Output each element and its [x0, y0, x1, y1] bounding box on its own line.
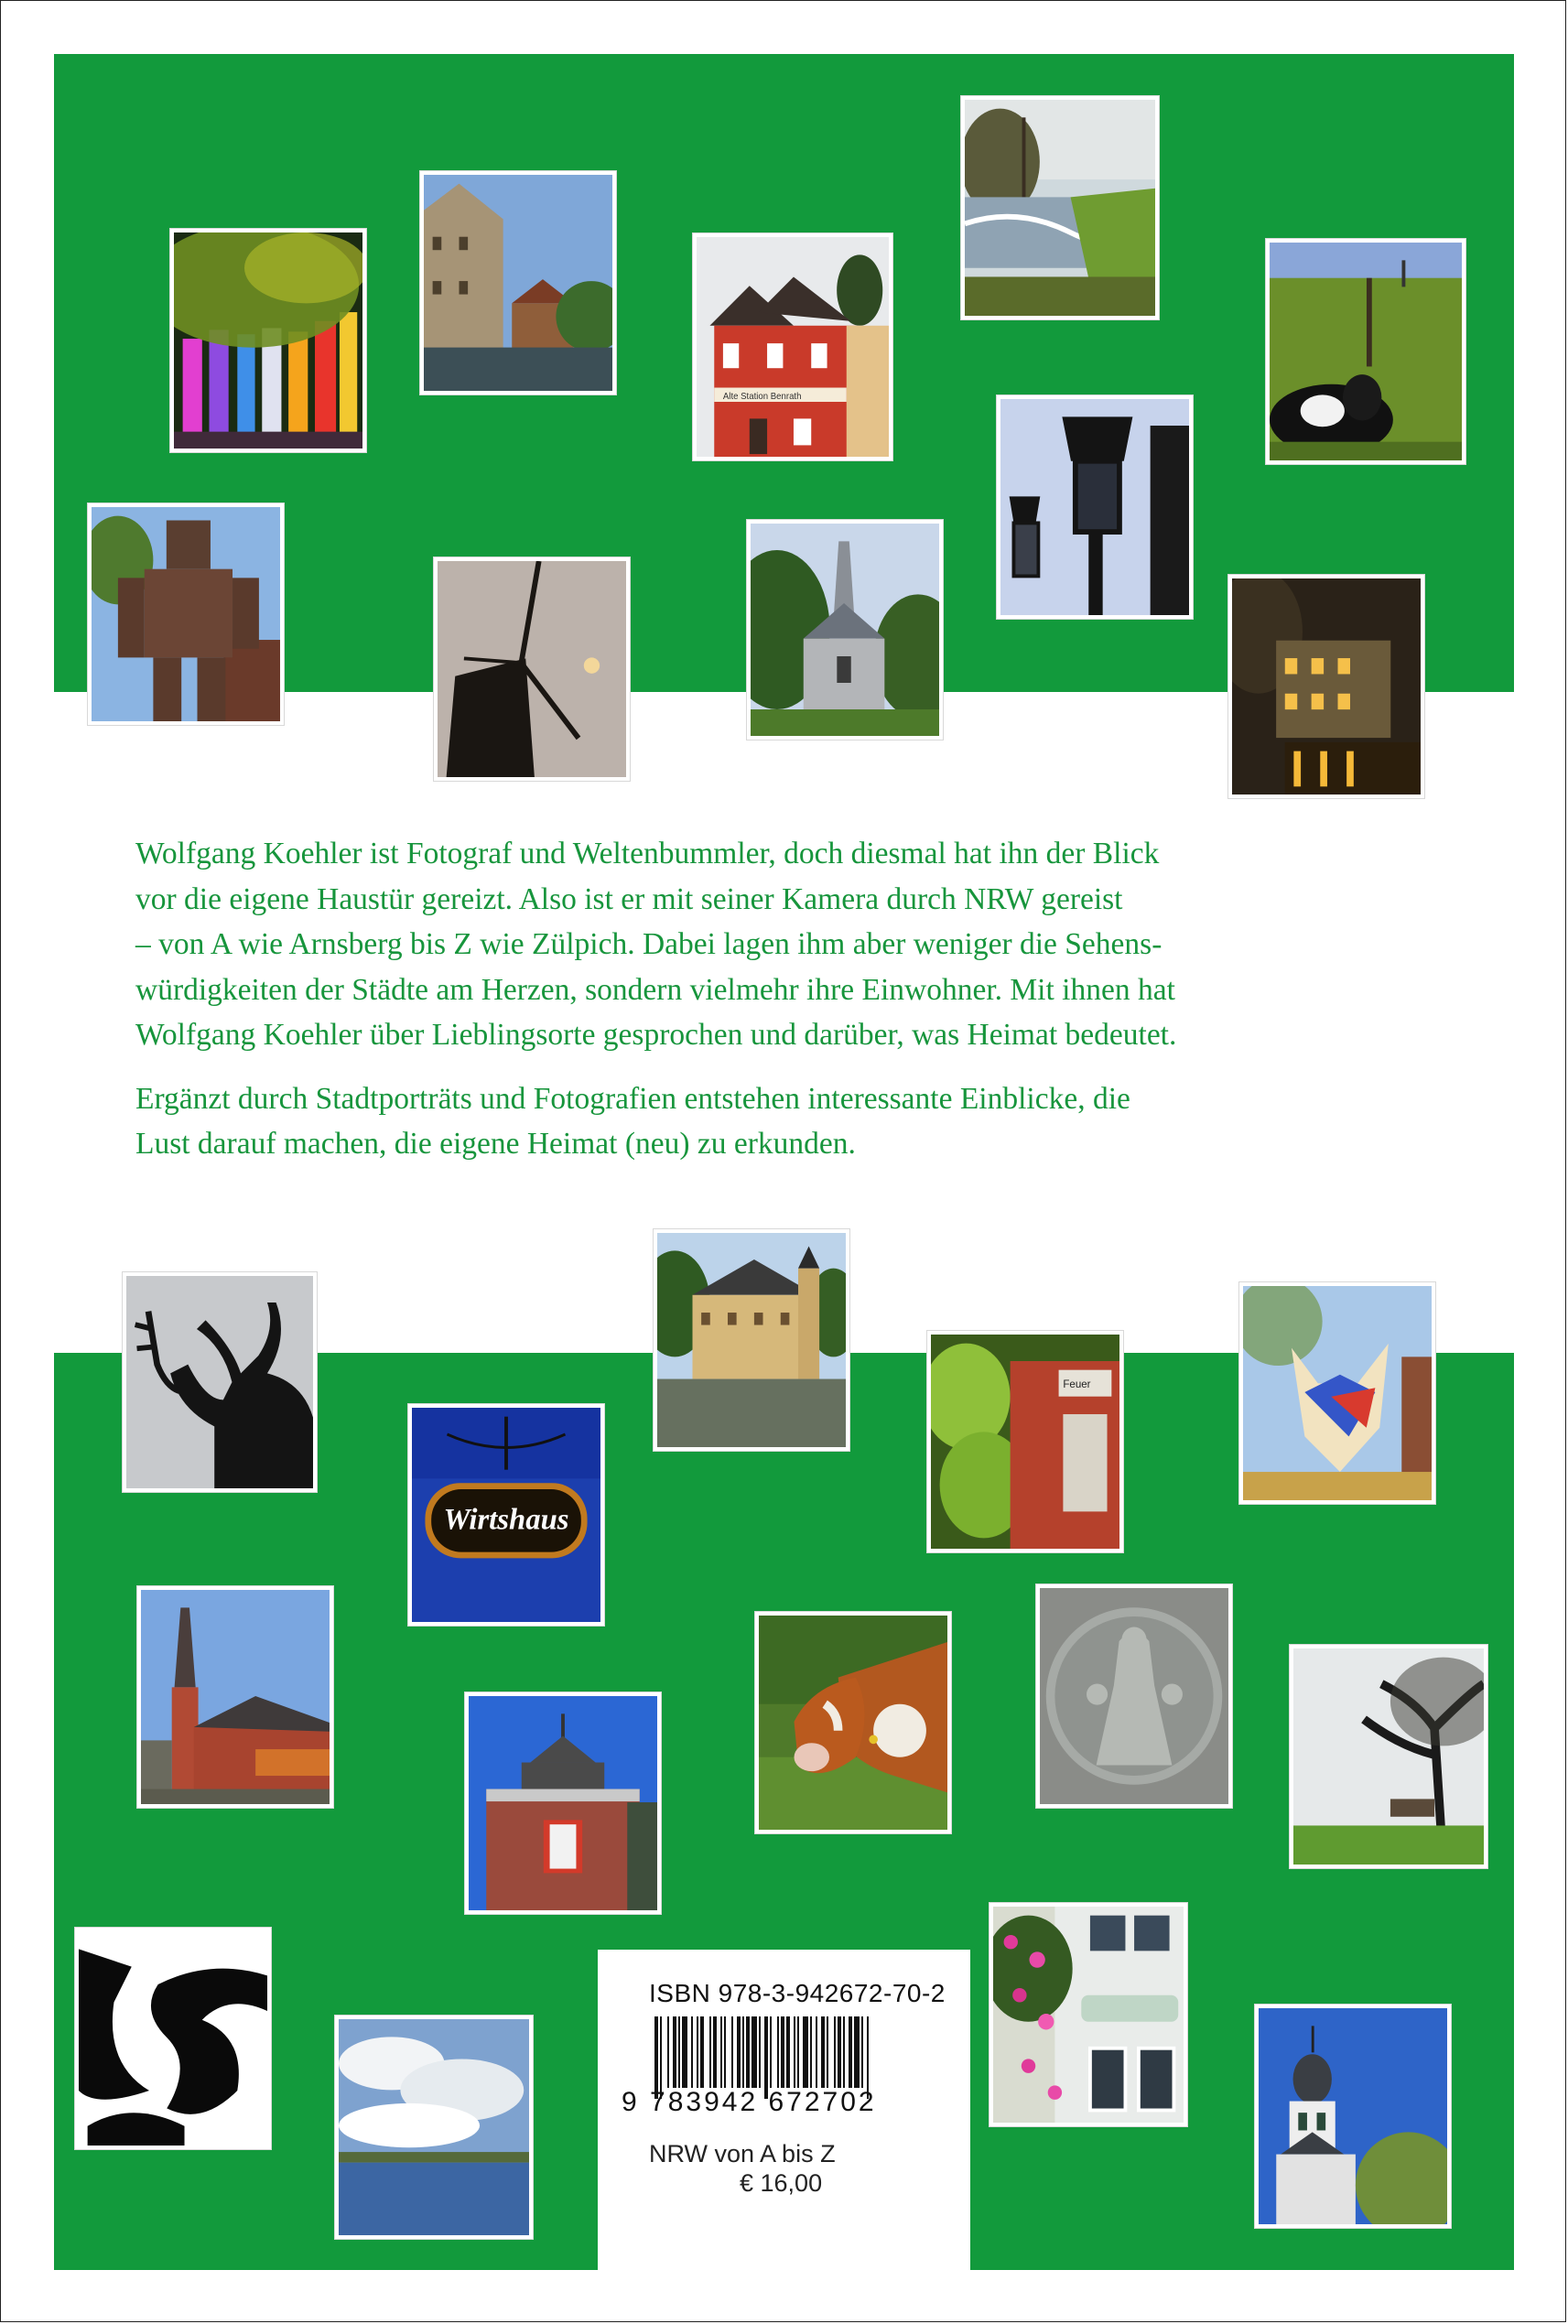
photo-brown-cow: [755, 1612, 951, 1833]
barcode-bar: [821, 2016, 825, 2088]
photo-gothic-chapel: [747, 520, 943, 740]
barcode-bar: [759, 2016, 761, 2088]
book-blurb: [135, 831, 1454, 1185]
wirtshaus-sign-text: Wirtshaus: [443, 1503, 569, 1537]
barcode-bar: [786, 2016, 790, 2088]
barcode-bar: [709, 2016, 711, 2088]
barcode-bar: [838, 2016, 841, 2088]
barcode-bar: [834, 2016, 836, 2088]
barcode-bar: [731, 2016, 733, 2088]
barcode-bar: [673, 2016, 676, 2088]
photo-lake-clouds: [335, 2016, 533, 2239]
barcode-bar: [770, 2016, 772, 2088]
photo-windmill-sunset: [434, 557, 630, 781]
blurb-line: würdigkeiten der Städte am Herzen, sondern vielmehr ihre Einwohner. Mit ihnen hat: [135, 972, 1175, 1007]
barcode-bar: [777, 2016, 779, 2088]
barcode-bar: [742, 2016, 744, 2088]
barcode-bar: [861, 2016, 863, 2088]
isbn-label: ISBN 978-3-942672-70-2: [649, 1979, 946, 2007]
photo-fire-alarm-box: [927, 1331, 1123, 1552]
barcode-bar: [803, 2016, 808, 2088]
photo-tree-with-horse: [1290, 1645, 1487, 1868]
barcode-bar: [827, 2016, 828, 2088]
blurb-line: – von A wie Arnsberg bis Z wie Zülpich. Dabei lagen ihm aber weniger die Sehens-: [135, 927, 1162, 961]
barcode-bar: [697, 2016, 698, 2088]
book-price: € 16,00: [740, 2169, 823, 2197]
barcode-bar: [724, 2016, 726, 2088]
blurb-line: Ergänzt durch Stadtporträts und Fotografien entstehen interessante Einblicke, die: [135, 1081, 1130, 1116]
photo-wirtshaus-sign: [408, 1404, 604, 1626]
photo-brick-church: [137, 1586, 333, 1808]
photo-street-lanterns: [997, 395, 1193, 619]
barcode-bar: [797, 2016, 799, 2088]
station-sign-text: Alte Station Benrath: [722, 392, 802, 403]
barcode-bar: [752, 2016, 757, 2088]
barcode-bar: [816, 2016, 817, 2088]
photo-tower-roof: [465, 1692, 661, 1914]
photo-illuminated-trees: [170, 229, 366, 452]
blurb-paragraph-1: [135, 831, 1454, 1058]
barcode-bar: [849, 2016, 852, 2088]
photo-graphic-silhouette: [75, 1928, 271, 2149]
barcode-bar: [854, 2016, 860, 2088]
photo-painted-fox-sculpture: [1239, 1282, 1435, 1504]
photo-flower-window: [989, 1903, 1187, 2126]
barcode-bar: [720, 2016, 722, 2088]
barcode-bar: [843, 2016, 845, 2088]
photo-castle-moat: [420, 171, 616, 395]
barcode-bar: [678, 2016, 680, 2088]
blurb-line: Wolfgang Koehler ist Fotograf und Weltenbummler, doch diesmal hat ihn der Blick: [135, 837, 1160, 870]
barcode-bar: [794, 2016, 795, 2088]
barcode-bar: [700, 2016, 704, 2088]
photo-cow-on-meadow: [1266, 239, 1465, 464]
blurb-line: vor die eigene Haustür gereizt. Also ist er mit seiner Kamera durch NRW gereist: [135, 881, 1123, 916]
barcode-bar: [810, 2016, 812, 2088]
feuer-sign-text: Feuer: [1063, 1378, 1091, 1391]
photo-old-station-house: [693, 233, 892, 460]
blurb-line: Lust darauf machen, die eigene Heimat (neu) zu erkunden.: [135, 1127, 856, 1161]
photo-river-stream: [961, 96, 1159, 319]
barcode-digits: 9 783942 672702: [622, 2087, 877, 2117]
photo-moated-castle: [654, 1229, 849, 1451]
barcode-bar: [713, 2016, 717, 2088]
blurb-paragraph-2: [135, 1076, 1454, 1167]
barcode-bar: [667, 2016, 669, 2088]
barcode-bar: [781, 2016, 784, 2088]
photo-building-at-night: [1228, 575, 1424, 798]
barcode-panel: [598, 1950, 970, 2270]
photo-relief-medallion: [1036, 1584, 1232, 1808]
book-title: NRW von A bis Z: [649, 2140, 836, 2167]
photo-white-onion-tower: [1255, 2005, 1451, 2228]
photo-bronze-sculpture: [88, 503, 284, 725]
photo-stag-silhouette: [123, 1272, 317, 1492]
blurb-line: Wolfgang Koehler über Lieblingsorte gesprochen und darüber, was Heimat bedeutet.: [135, 1018, 1177, 1052]
barcode-bar: [691, 2016, 693, 2088]
barcode-bar: [682, 2016, 687, 2088]
barcode-bar: [746, 2016, 750, 2088]
barcode-bar: [737, 2016, 741, 2088]
